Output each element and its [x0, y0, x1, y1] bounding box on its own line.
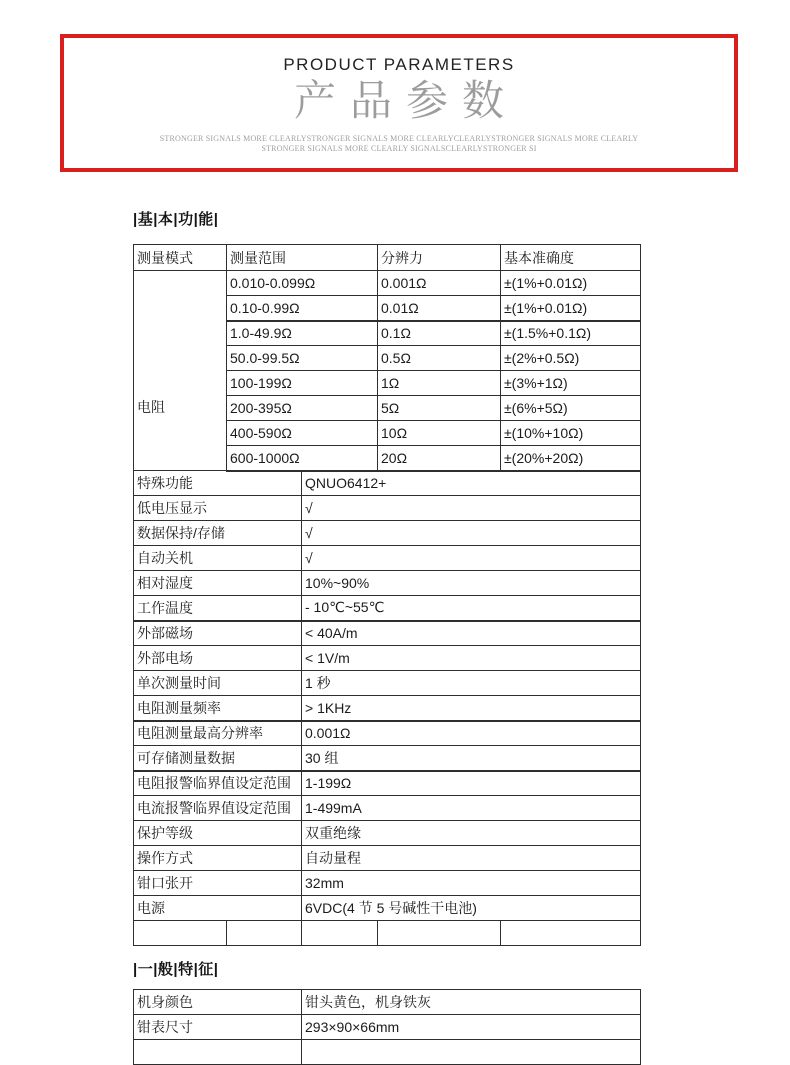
accuracy-cell: ±(2%+0.5Ω) — [501, 346, 641, 371]
table-row — [134, 821, 641, 846]
spec-label-cell: 钳口张开 — [134, 871, 302, 896]
table-row — [134, 646, 641, 671]
spec-value-cell: 32mm — [302, 871, 641, 896]
resolution-cell: 0.5Ω — [378, 346, 501, 371]
spec-label-cell: 特殊功能 — [134, 471, 302, 496]
table-row — [134, 721, 641, 746]
table-row — [134, 896, 641, 921]
resolution-cell: 5Ω — [378, 396, 501, 421]
spec-value-cell: < 40A/m — [302, 621, 641, 646]
table-row — [134, 621, 641, 646]
header-mode: 测量模式 — [134, 245, 227, 271]
spec-label-cell: 工作温度 — [134, 596, 302, 621]
table-row — [134, 471, 641, 496]
table-row — [134, 846, 641, 871]
table-row — [134, 496, 641, 521]
range-cell: 600-1000Ω — [227, 446, 378, 471]
spec-value-cell: QNUO6412+ — [302, 471, 641, 496]
empty-cell — [227, 921, 302, 946]
spec-value-cell: √ — [302, 521, 641, 546]
spec-label-cell: 相对湿度 — [134, 571, 302, 596]
spec-value-cell: √ — [302, 546, 641, 571]
resolution-cell: 20Ω — [378, 446, 501, 471]
range-cell: 0.10-0.99Ω — [227, 296, 378, 321]
section-title-general: |一|般|特|征| — [133, 961, 219, 978]
spec-label-cell: 电阻测量最高分辨率 — [134, 721, 302, 746]
accuracy-cell: ±(1.5%+0.1Ω) — [501, 321, 641, 346]
spec-value-cell: 自动量程 — [302, 846, 641, 871]
accuracy-cell: ±(1%+0.01Ω) — [501, 296, 641, 321]
spec-label-cell: 电阻测量频率 — [134, 696, 302, 721]
table-row — [134, 596, 641, 621]
spec-label-cell: 可存储测量数据 — [134, 746, 302, 771]
table-row — [134, 521, 641, 546]
table-row — [134, 671, 641, 696]
table-row — [134, 271, 641, 296]
accuracy-cell: ±(10%+10Ω) — [501, 421, 641, 446]
range-cell: 0.010-0.099Ω — [227, 271, 378, 296]
spec-label-cell: 电流报警临界值设定范围 — [134, 796, 302, 821]
resolution-cell: 0.001Ω — [378, 271, 501, 296]
empty-cell — [302, 1040, 641, 1065]
resolution-cell: 0.01Ω — [378, 296, 501, 321]
spec-label-cell: 自动关机 — [134, 546, 302, 571]
spec-value-cell: 1-199Ω — [302, 771, 641, 796]
empty-cell — [501, 921, 641, 946]
table-row-partial — [134, 1040, 641, 1065]
table-row — [134, 871, 641, 896]
spec-value-cell: 30 组 — [302, 746, 641, 771]
accuracy-cell: ±(1%+0.01Ω) — [501, 271, 641, 296]
table-header-row — [134, 245, 641, 271]
header-resolution: 分辨力 — [378, 245, 501, 271]
range-cell: 1.0-49.9Ω — [227, 321, 378, 346]
spec-value-cell: 6VDC(4 节 5 号碱性干电池) — [302, 896, 641, 921]
accuracy-cell: ±(6%+5Ω) — [501, 396, 641, 421]
accuracy-cell: ±(3%+1Ω) — [501, 371, 641, 396]
banner-tagline-line2: STRONGER SIGNALS MORE CLEARLY SIGNALSCLEARLYSTRONGER SI — [261, 144, 537, 153]
table-row — [134, 796, 641, 821]
spec-value-cell: 钳头黄色，机身铁灰 — [302, 990, 641, 1015]
range-cell: 200-395Ω — [227, 396, 378, 421]
empty-cell — [134, 921, 227, 946]
range-cell: 100-199Ω — [227, 371, 378, 396]
range-cell: 400-590Ω — [227, 421, 378, 446]
mode-cell: 电阻 — [134, 271, 227, 471]
spec-label-cell: 数据保持/存储 — [134, 521, 302, 546]
spec-label-cell: 电源 — [134, 896, 302, 921]
general-characteristics-table — [133, 989, 641, 1065]
empty-cell — [302, 921, 378, 946]
banner — [60, 34, 738, 172]
spec-value-cell: < 1V/m — [302, 646, 641, 671]
spec-label-cell: 操作方式 — [134, 846, 302, 871]
header-range: 测量范围 — [227, 245, 378, 271]
resolution-cell: 10Ω — [378, 421, 501, 446]
spec-label-cell: 保护等级 — [134, 821, 302, 846]
spec-label-cell: 机身颜色 — [134, 990, 302, 1015]
spec-label-cell: 外部电场 — [134, 646, 302, 671]
spec-value-cell: 双重绝缘 — [302, 821, 641, 846]
table-row — [134, 696, 641, 721]
spec-label-cell: 单次测量时间 — [134, 671, 302, 696]
spec-label-cell: 低电压显示 — [134, 496, 302, 521]
accuracy-cell: ±(20%+20Ω) — [501, 446, 641, 471]
spec-value-cell: 1 秒 — [302, 671, 641, 696]
header-accuracy: 基本准确度 — [501, 245, 641, 271]
banner-tagline-line1: STRONGER SIGNALS MORE CLEARLYSTRONGER SIGNALS MORE CLEARLYCLEARLYSTRONGER SIGNALS MORE CLEARLY — [159, 134, 639, 143]
spec-label-cell: 钳表尺寸 — [134, 1015, 302, 1040]
section-title-basic: |基|本|功|能| — [133, 211, 219, 228]
empty-cell — [378, 921, 501, 946]
table-row — [134, 990, 641, 1015]
empty-row — [134, 921, 641, 946]
banner-taglines — [64, 134, 734, 154]
range-cell: 50.0-99.5Ω — [227, 346, 378, 371]
spec-label-cell: 外部磁场 — [134, 621, 302, 646]
spec-value-cell: - 10℃~55℃ — [302, 596, 641, 621]
empty-cell — [134, 1040, 302, 1065]
table-row — [134, 746, 641, 771]
banner-title-en: PRODUCT PARAMETERS — [283, 55, 515, 74]
resolution-cell: 1Ω — [378, 371, 501, 396]
spec-value-cell: 10%~90% — [302, 571, 641, 596]
table-row — [134, 546, 641, 571]
spec-value-cell: 1-499mA — [302, 796, 641, 821]
spec-value-cell: > 1KHz — [302, 696, 641, 721]
table-row — [134, 1015, 641, 1040]
content — [133, 212, 643, 1065]
spec-label-cell: 电阻报警临界值设定范围 — [134, 771, 302, 796]
spec-value-cell: 0.001Ω — [302, 721, 641, 746]
spec-value-cell: √ — [302, 496, 641, 521]
resolution-cell: 0.1Ω — [378, 321, 501, 346]
table-row — [134, 771, 641, 796]
spec-value-cell: 293×90×66mm — [302, 1015, 641, 1040]
basic-parameters-table — [133, 244, 641, 946]
banner-title-zh: 产品参数 — [293, 77, 518, 124]
table-row — [134, 571, 641, 596]
